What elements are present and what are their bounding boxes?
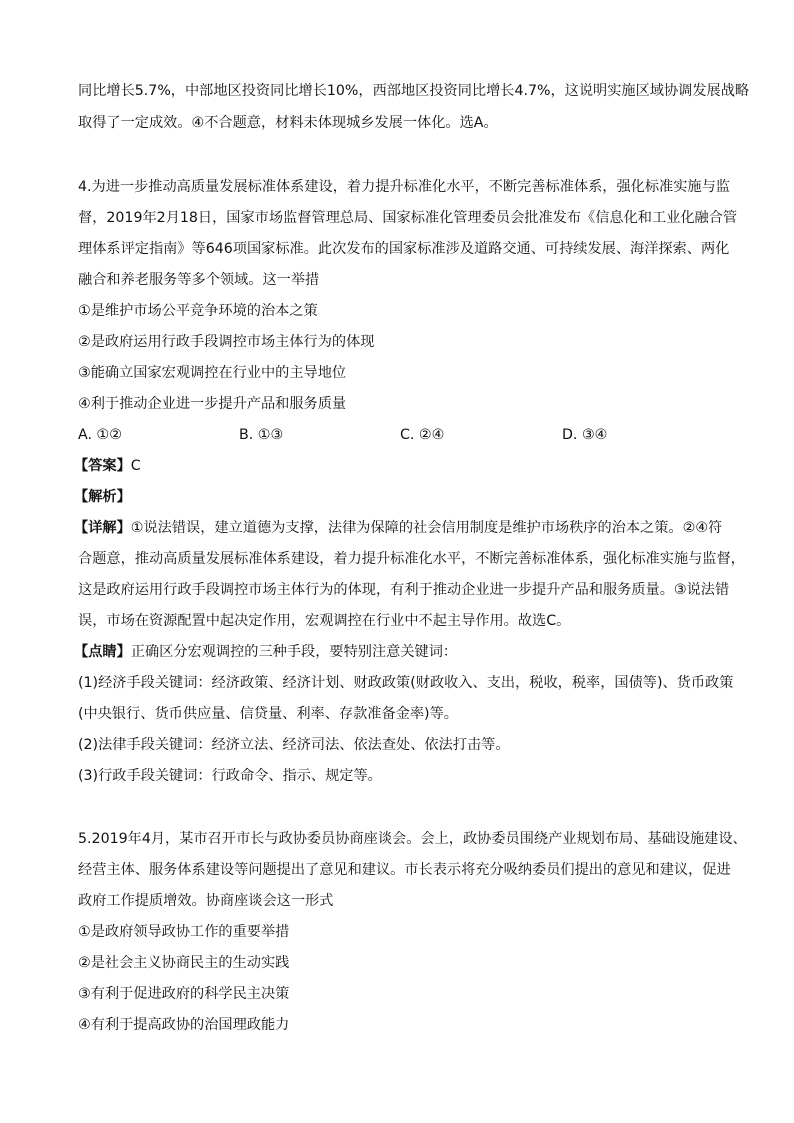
q5-stem-line-3: 政府工作提质增效。协商座谈会这一形式 <box>78 893 334 909</box>
q4-statement-1: ①是维护市场公平竞争环境的治本之策 <box>78 303 318 319</box>
analysis-label: 【解析】 <box>74 489 131 505</box>
q4-tip-line-5: (3)行政手段关键词：行政命令、指示、规定等。 <box>78 768 382 784</box>
q4-detail-line-1 <box>74 518 722 538</box>
q5-statement-1: ①是政府领导政协工作的重要举措 <box>78 924 290 940</box>
q4-option-d: D. ③④ <box>562 427 608 443</box>
q4-option-c: C. ②④ <box>400 427 445 443</box>
q4-stem-line-4: 融合和养老服务等多个领域。这一举措 <box>78 272 320 288</box>
q5-stem-line-2: 经营主体、服务体系建设等问题提出了意见和建议。市长表示将充分吸纳委员们提出的意见和建议，促进 <box>78 862 731 878</box>
tip-label: 【点睛】 <box>74 644 131 660</box>
answer-value: C <box>130 458 141 474</box>
q4-option-a: A. ①② <box>78 427 122 443</box>
q4-stem-line-2: 督，2019年2月18日，国家市场监督管理总局、国家标准化管理委员会批准发布《信息化和工业化融合管 <box>78 210 738 226</box>
q4-tip-line-1 <box>74 642 457 662</box>
tip-text-1: 正确区分宏观调控的三种手段，要特别注意关键词： <box>130 644 458 660</box>
q4-statement-4: ④利于推动企业进一步提升产品和服务质量 <box>78 396 347 412</box>
q5-statement-3: ③有利于促进政府的科学民主决策 <box>78 986 290 1002</box>
prev-answer-line-1: 同比增长5.7%，中部地区投资同比增长10%，西部地区投资同比增长4.7%，这说明实施区域协调发展战略 <box>78 83 750 99</box>
q4-detail-line-3: 这是政府运用行政手段调控市场主体行为的体现，有利于推动企业进一步提升产品和服务质量。③说法错 <box>78 582 730 598</box>
q4-answer <box>74 456 141 476</box>
q4-statement-3: ③能确立国家宏观调控在行业中的主导地位 <box>78 365 347 381</box>
q4-stem-line-1: 4.为进一步推动高质量发展标准体系建设，着力提升标准化水平，不断完善标准体系，强化标准实施与监 <box>78 179 730 195</box>
q4-option-b: B. ①③ <box>239 427 284 443</box>
q4-stem-line-3: 理体系评定指南》等646项国家标准。此次发布的国家标准涉及道路交通、可持续发展、海洋探索、两化 <box>78 241 730 257</box>
q5-statement-4: ④有利于提高政协的治国理政能力 <box>78 1017 290 1033</box>
q5-stem-line-1: 5.2019年4月，某市召开市长与政协委员协商座谈会。会上，政协委员围绕产业规划布局、基础设施建设、 <box>78 831 747 847</box>
q4-detail-line-4: 误，市场在资源配置中起决定作用，宏观调控在行业中不起主导作用。故选C。 <box>78 613 571 629</box>
q4-tip-line-4: (2)法律手段关键词：经济立法、经济司法、依法查处、依法打击等。 <box>78 737 510 753</box>
q5-statement-2: ②是社会主义协商民主的生动实践 <box>78 955 290 971</box>
q4-tip-line-2: (1)经济手段关键词：经济政策、经济计划、财政政策(财政收入、支出，税收，税率，国债等)、货币政策 <box>78 675 734 691</box>
prev-answer-line-2: 取得了一定成效。④不合题意，材料未体现城乡发展一体化。选A。 <box>78 115 498 131</box>
detail-text-1: ①说法错误，建立道德为支撑，法律为保障的社会信用制度是维护市场秩序的治本之策。②④符 <box>130 520 723 536</box>
q4-tip-line-3: (中央银行、货币供应量、信贷量、利率、存款准备金率)等。 <box>78 706 458 722</box>
answer-label: 【答案】 <box>74 458 131 474</box>
q4-statement-2: ②是政府运用行政手段调控市场主体行为的体现 <box>78 334 375 350</box>
detail-label: 【详解】 <box>74 520 131 536</box>
q4-detail-line-2: 合题意，推动高质量发展标准体系建设，着力提升标准化水平，不断完善标准体系，强化标准实施与监督， <box>78 551 745 567</box>
